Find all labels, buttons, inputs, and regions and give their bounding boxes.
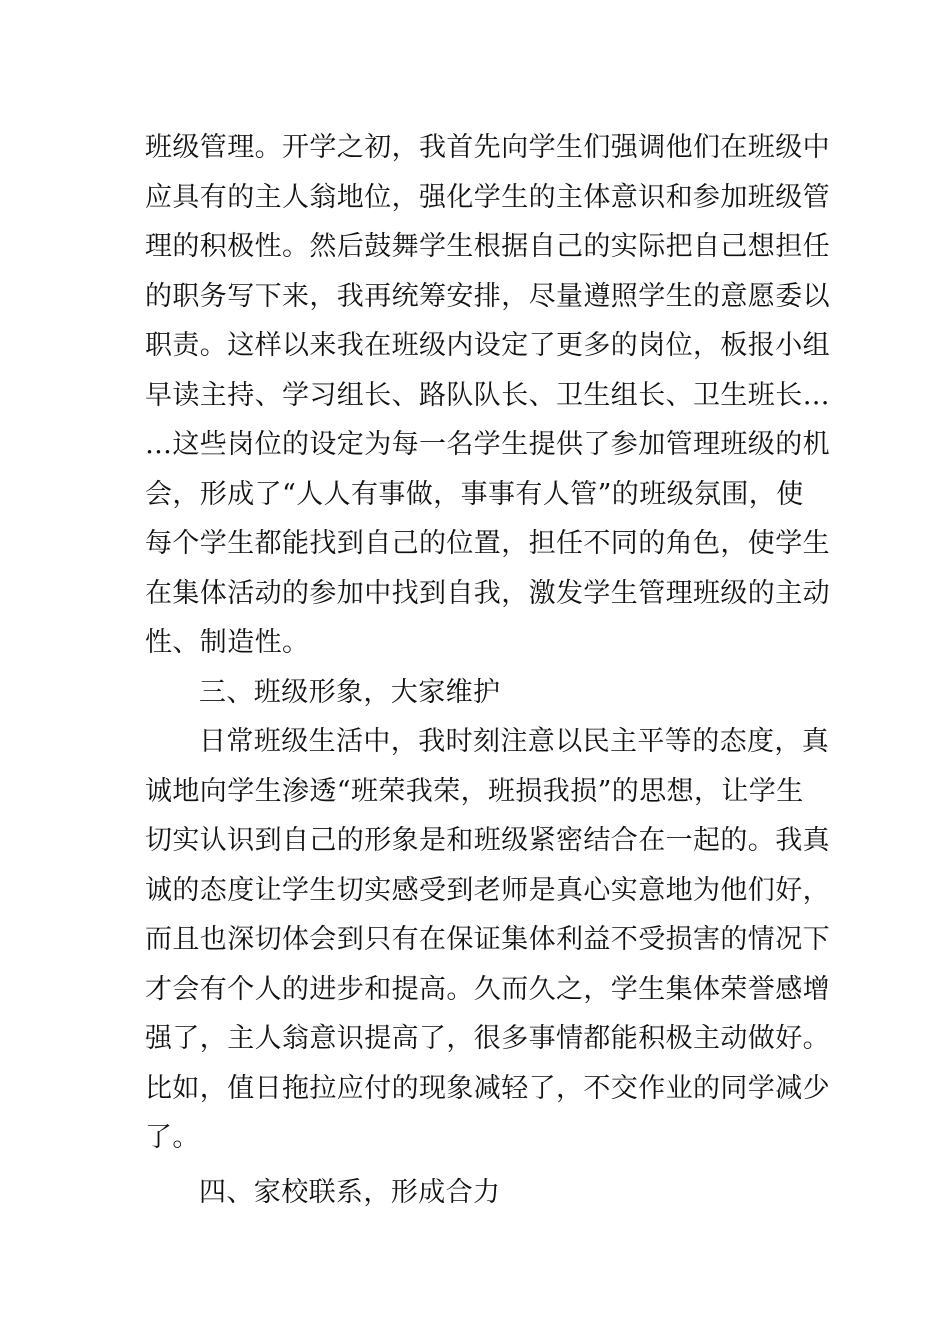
paragraph-1-line-5: 职责。这样以来我在班级内设定了更多的岗位，板报小组 (145, 330, 830, 361)
paragraph-2-line-6: 才会有个人的进步和提高。久而久之，学生集体荣誉感增 (145, 973, 830, 1005)
paragraph-1-line-8: 会，形成了“人人有事做，事事有人管”的班级氛围，使 (145, 478, 804, 510)
section-heading-4: 四、家校联系，形成合力 (199, 1176, 501, 1208)
paragraph-2-line-5: 而且也深切体会到只有在保证集体利益不受损害的情况下 (145, 924, 830, 955)
paragraph-1-line-3: 理的积极性。然后鼓舞学生根据自己的实际把自己想担任 (145, 231, 830, 262)
paragraph-1-line-11: 性、制造性。 (145, 627, 310, 658)
paragraph-1-line-4: 的职务写下来，我再统筹安排，尽量遵照学生的意愿委以 (145, 280, 830, 312)
paragraph-2-line-7: 强了，主人翁意识提高了，很多事情都能积极主动做好。 (145, 1023, 830, 1054)
paragraph-2-line-4: 诚的态度让学生切实感受到老师是真心实意地为他们好， (145, 874, 830, 906)
paragraph-2-line-1: 日常班级生活中，我时刻注意以民主平等的态度，真 (199, 726, 830, 757)
paragraph-1-line-2: 应具有的主人翁地位，强化学生的主体意识和参加班级管 (145, 181, 830, 213)
document-body (145, 123, 830, 1217)
paragraph-2-line-8: 比如，值日拖拉应付的现象减轻了，不交作业的同学减少 (145, 1072, 830, 1104)
paragraph-1-line-10: 在集体活动的参加中找到自我，激发学生管理班级的主动 (145, 577, 830, 609)
section-heading-3: 三、班级形象，大家维护 (199, 676, 501, 708)
paragraph-1-line-7: …这些岗位的设定为每一名学生提供了参加管理班级的机 (145, 429, 830, 460)
paragraph-2-line-2: 诚地向学生渗透“班荣我荣，班损我损”的思想，让学生 (145, 775, 804, 807)
paragraph-2-line-3: 切实认识到自己的形象是和班级紧密结合在一起的。我真 (145, 825, 830, 856)
paragraph-1-line-6: 早读主持、学习组长、路队队长、卫生组长、卫生班长… (145, 379, 830, 411)
paragraph-2-line-9: 了。 (145, 1122, 200, 1153)
paragraph-1-line-9: 每个学生都能找到自己的位置，担任不同的角色，使学生 (145, 528, 830, 559)
paragraph-1-line-1: 班级管理。开学之初，我首先向学生们强调他们在班级中 (145, 132, 830, 163)
